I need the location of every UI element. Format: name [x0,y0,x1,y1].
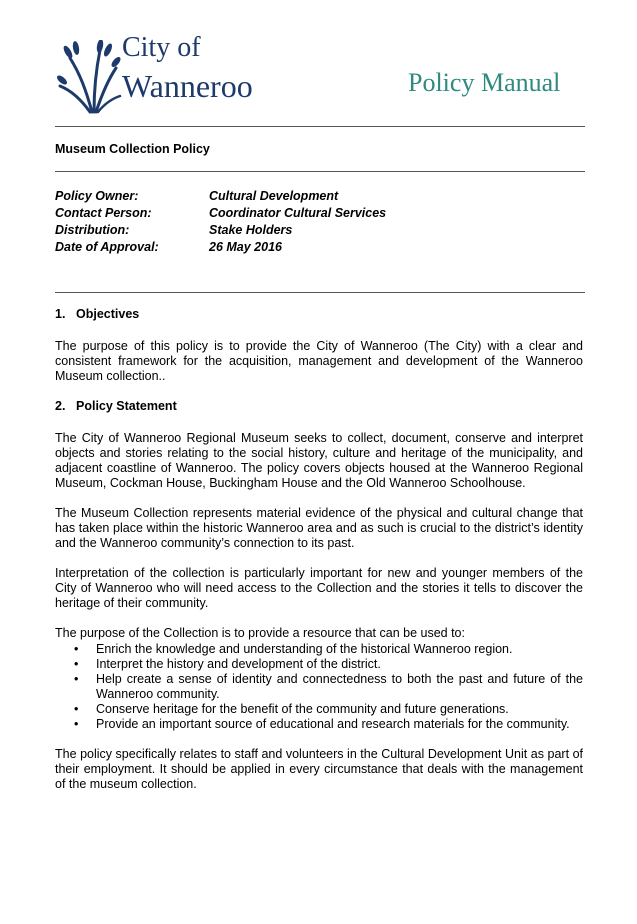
list-item [74,642,583,657]
meta-value: Cultural Development [209,189,339,203]
list-item [74,657,583,672]
list-item-text: Help create a sense of identity and connectedness to both the past and future of the Wanneroo community. [96,672,583,701]
bullet-icon: • [74,717,79,731]
meta-row [55,222,386,239]
bullet-icon: • [74,672,79,686]
list-intro: The purpose of the Collection is to provide a resource that can be used to: [55,626,465,640]
list-item-text: Enrich the knowledge and understanding of the historical Wanneroo region. [96,642,513,656]
meta-row [55,188,386,205]
logo-line1: City of [122,32,201,63]
meta-row [55,239,386,256]
section-heading [55,399,583,414]
meta-label: Date of Approval: [55,240,159,254]
meta-value: Stake Holders [209,223,293,237]
bullet-icon: • [74,642,79,656]
section-title: Policy Statement [76,399,177,413]
bullet-icon: • [74,657,79,671]
section-title: Objectives [76,307,140,321]
kangaroo-paw-icon [56,40,122,114]
divider [55,126,585,127]
meta-value: Coordinator Cultural Services [209,206,387,220]
section-number: 1. [55,307,66,321]
list-item [74,702,583,717]
purpose-list [55,642,583,732]
paragraph: The City of Wanneroo Regional Museum seeks to collect, document, conserve and interpret objects and stories relating to the social history, culture and heritage of the municipality, and adjacent coastline of Wanneroo. The policy covers objects housed at the Wanneroo Regional Museum, Cockman House, Buckingham House and the Old Wanneroo Schoolhouse. [55,431,583,490]
policy-manual-title: Policy Manual [408,68,561,97]
section-heading [55,307,583,322]
meta-row [55,205,386,222]
paragraph: The Museum Collection represents material evidence of the physical and cultural change that has taken place within the historic Wanneroo area and as such is crucial to the district’s identity and the Wanneroo community’s connection to its past. [55,506,583,550]
policy-meta [55,188,386,256]
list-item [74,672,583,702]
meta-label: Contact Person: [55,206,152,220]
meta-label: Distribution: [55,223,130,237]
paragraph: Interpretation of the collection is particularly important for new and younger members of the City of Wanneroo who will need access to the Collection and the stories it tells to discover the heritage of their community. [55,566,583,610]
bullet-icon: • [74,702,79,716]
divider [55,292,585,293]
list-item-text: Provide an important source of educational and research materials for the community. [96,717,570,731]
meta-value: 26 May 2016 [209,240,282,254]
list-item-text: Interpret the history and development of the district. [96,657,381,671]
list-item-text: Conserve heritage for the benefit of the community and future generations. [96,702,509,716]
policy-body [55,307,583,807]
meta-label: Policy Owner: [55,189,139,203]
city-of-wanneroo-logo [56,32,296,116]
list-item [74,717,583,732]
paragraph: The policy specifically relates to staff and volunteers in the Cultural Development Unit as part of their employment. It should be applied in every circumstance that deals with the management of the museum collection. [55,747,583,791]
section-number: 2. [55,399,66,413]
logo-line2: Wanneroo [122,68,253,104]
paragraph: The purpose of this policy is to provide the City of Wanneroo (The City) with a clear and consistent framework for the acquisition, management and development of the Wanneroo Museum collection.. [55,339,583,383]
document-title: Museum Collection Policy [55,142,210,156]
divider [55,171,585,172]
